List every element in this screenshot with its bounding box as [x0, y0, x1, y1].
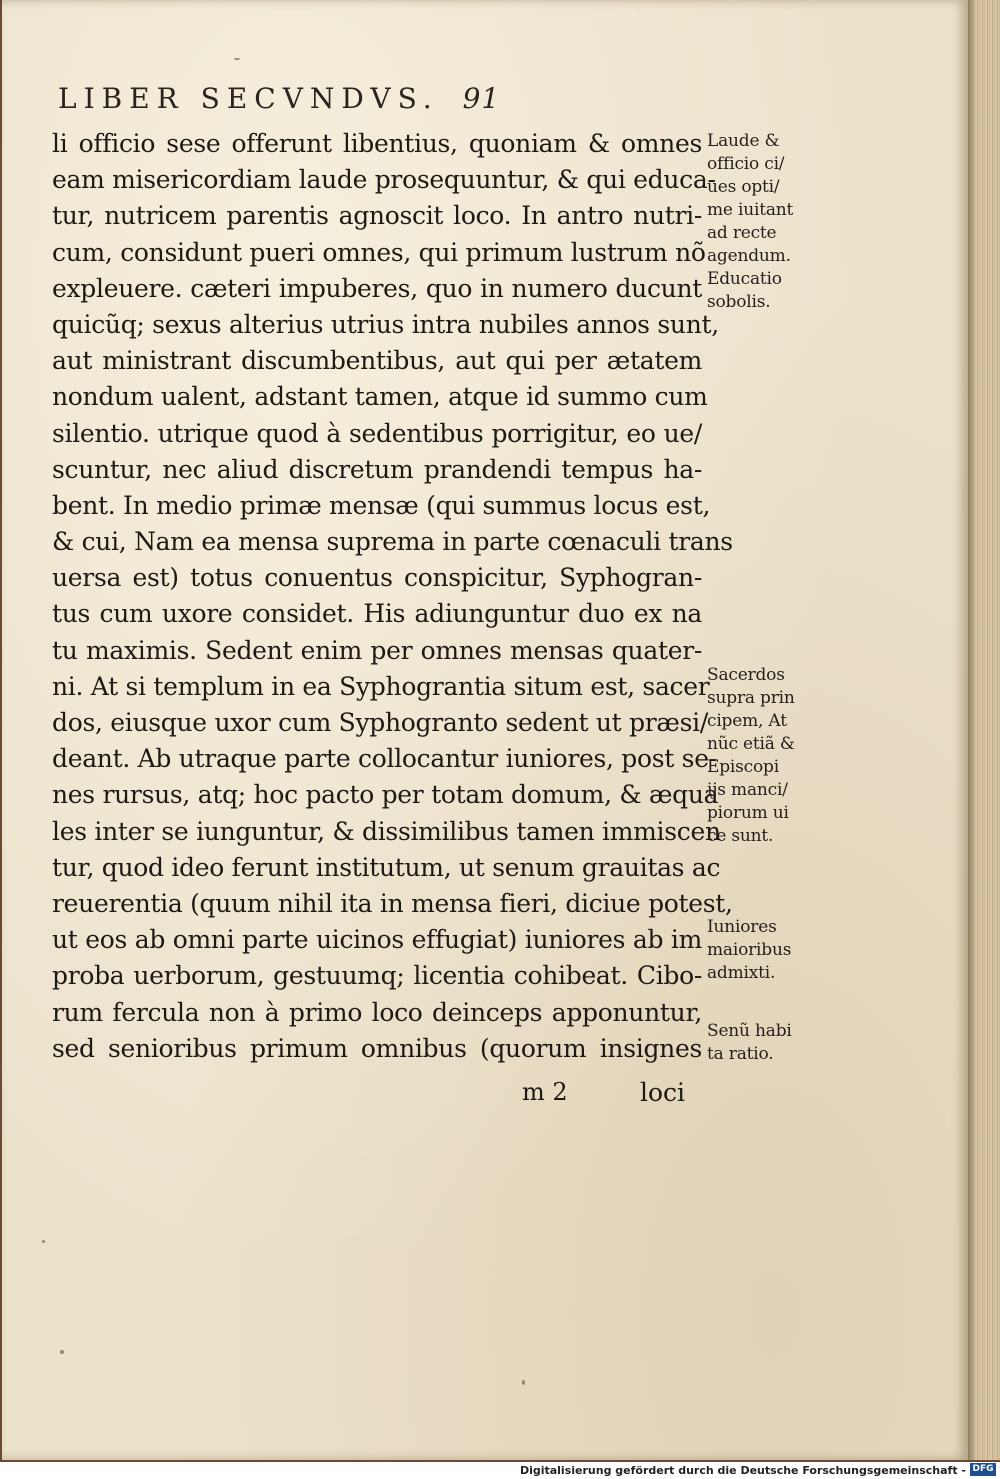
text-line: dos, eiusque uxor cum Syphogranto sedent ut præsi/	[52, 708, 708, 737]
page-number: 91	[462, 82, 501, 115]
marginal-note-line: sobolis.	[707, 292, 771, 312]
paper-speck	[42, 1240, 45, 1243]
marginal-note-iuniores	[707, 916, 817, 985]
marginal-note-line: maioribus	[707, 940, 792, 960]
text-line: tu maximis. Sedent enim per omnes mensas quater-	[52, 635, 702, 665]
marginal-note-sacerdos	[707, 664, 817, 848]
text-line: bent. In medio primæ mensæ (qui summus locus est,	[52, 490, 711, 520]
paper-speck	[60, 1350, 64, 1354]
marginal-note-line: ta ratio.	[707, 1044, 774, 1064]
text-line: cum, considunt pueri omnes, qui primum lustrum nõ	[52, 237, 706, 267]
marginal-note-line: Senũ habi	[707, 1021, 792, 1041]
main-text-block	[52, 126, 733, 1067]
running-header	[58, 82, 758, 118]
text-line: expleuere. cæteri impuberes, quo in numero ducunt	[52, 273, 702, 303]
marginal-note-line: ce sunt.	[707, 826, 774, 846]
marginal-note-line: Iuniores	[707, 917, 777, 937]
marginal-note-line: Laude &	[707, 131, 780, 151]
marginal-note-line: admixti.	[707, 963, 776, 983]
text-line: les inter se iunguntur, & dissimilibus tamen immiscen	[52, 816, 721, 846]
text-line: tur, quod ideo ferunt institutum, ut senum grauitas ac	[52, 852, 721, 882]
marginal-note-line: Episcopi	[707, 757, 779, 777]
text-line: rum fercula non à primo loco deinceps apponuntur,	[52, 997, 702, 1027]
marginal-note-line: ad recte	[707, 223, 777, 243]
text-line: deant. Ab utraque parte collocantur iuniores, post se-	[52, 744, 717, 774]
marginal-note-line: ijs manci/	[707, 780, 788, 800]
text-line: scuntur, nec aliud discretum prandendi tempus ha-	[52, 454, 702, 484]
marginal-note-line: me iuitant	[707, 200, 794, 220]
text-line: silentio. utrique quod à sedentibus porrigitur, eo ue/	[52, 418, 702, 448]
marginal-note-senum	[707, 1020, 817, 1066]
text-line: ut eos ab omni parte uicinos effugiat) iuniores ab im	[52, 925, 702, 955]
text-line: quicũq; sexus alterius utrius intra nubiles annos sunt,	[52, 309, 719, 339]
text-line: nondum ualent, adstant tamen, atque id summo cum	[52, 382, 708, 412]
marginal-note-line: Sacerdos	[707, 665, 785, 685]
paper-speck	[522, 1380, 525, 1385]
text-line: reuerentia (quum nihil ita in mensa fieri, diciue potest,	[52, 888, 733, 918]
text-line: aut ministrant discumbentibus, aut qui per ætatem	[52, 346, 702, 376]
paper-speck	[234, 58, 240, 60]
marginal-note-line: cipem, At	[707, 711, 787, 731]
text-line: proba uerborum, gestuumq; licentia cohibeat. Cibo-	[52, 961, 702, 991]
marginal-note-line: nũc etiã &	[707, 734, 795, 754]
marginal-note-line: supra prin	[707, 688, 795, 708]
text-line: nes rursus, atq; hoc pacto per totam domum, & æqua	[52, 780, 719, 810]
dfg-logo: DFG	[970, 1463, 996, 1476]
marginal-note-laude	[707, 130, 817, 314]
running-title: LIBER SECVNDVS.	[58, 82, 439, 115]
marginal-note-line: Educatio	[707, 269, 782, 289]
marginal-note-line: ues opti/	[707, 177, 780, 197]
catchword: loci	[640, 1078, 686, 1107]
signature-mark: m 2	[522, 1078, 568, 1106]
text-line: eam misericordiam laude prosequuntur, & qui educa-	[52, 165, 716, 195]
gutter-shadow	[968, 0, 976, 1460]
text-line: uersa est) totus conuentus conspicitur, Syphogran-	[52, 563, 702, 593]
text-line: li officio sese offerunt libentius, quoniam & omnes	[52, 129, 702, 158]
text-line: tur, nutricem parentis agnoscit loco. In antro nutri-	[52, 201, 702, 231]
marginal-note-line: piorum ui	[707, 803, 789, 823]
text-line: sed senioribus primum omnibus (quorum insignes	[52, 1033, 702, 1063]
text-line: ni. At si templum in ea Syphograntia situm est, sacer	[52, 671, 710, 701]
marginal-note-line: officio ci/	[707, 154, 785, 174]
funding-credit: Digitalisierung gefördert durch die Deutsche Forschungsgemeinschaft -	[519, 1464, 966, 1477]
marginal-note-line: agendum.	[707, 246, 791, 266]
text-line: tus cum uxore considet. His adiunguntur duo ex na	[52, 599, 702, 629]
text-line: & cui, Nam ea mensa suprema in parte cœnaculi trans	[52, 527, 733, 557]
